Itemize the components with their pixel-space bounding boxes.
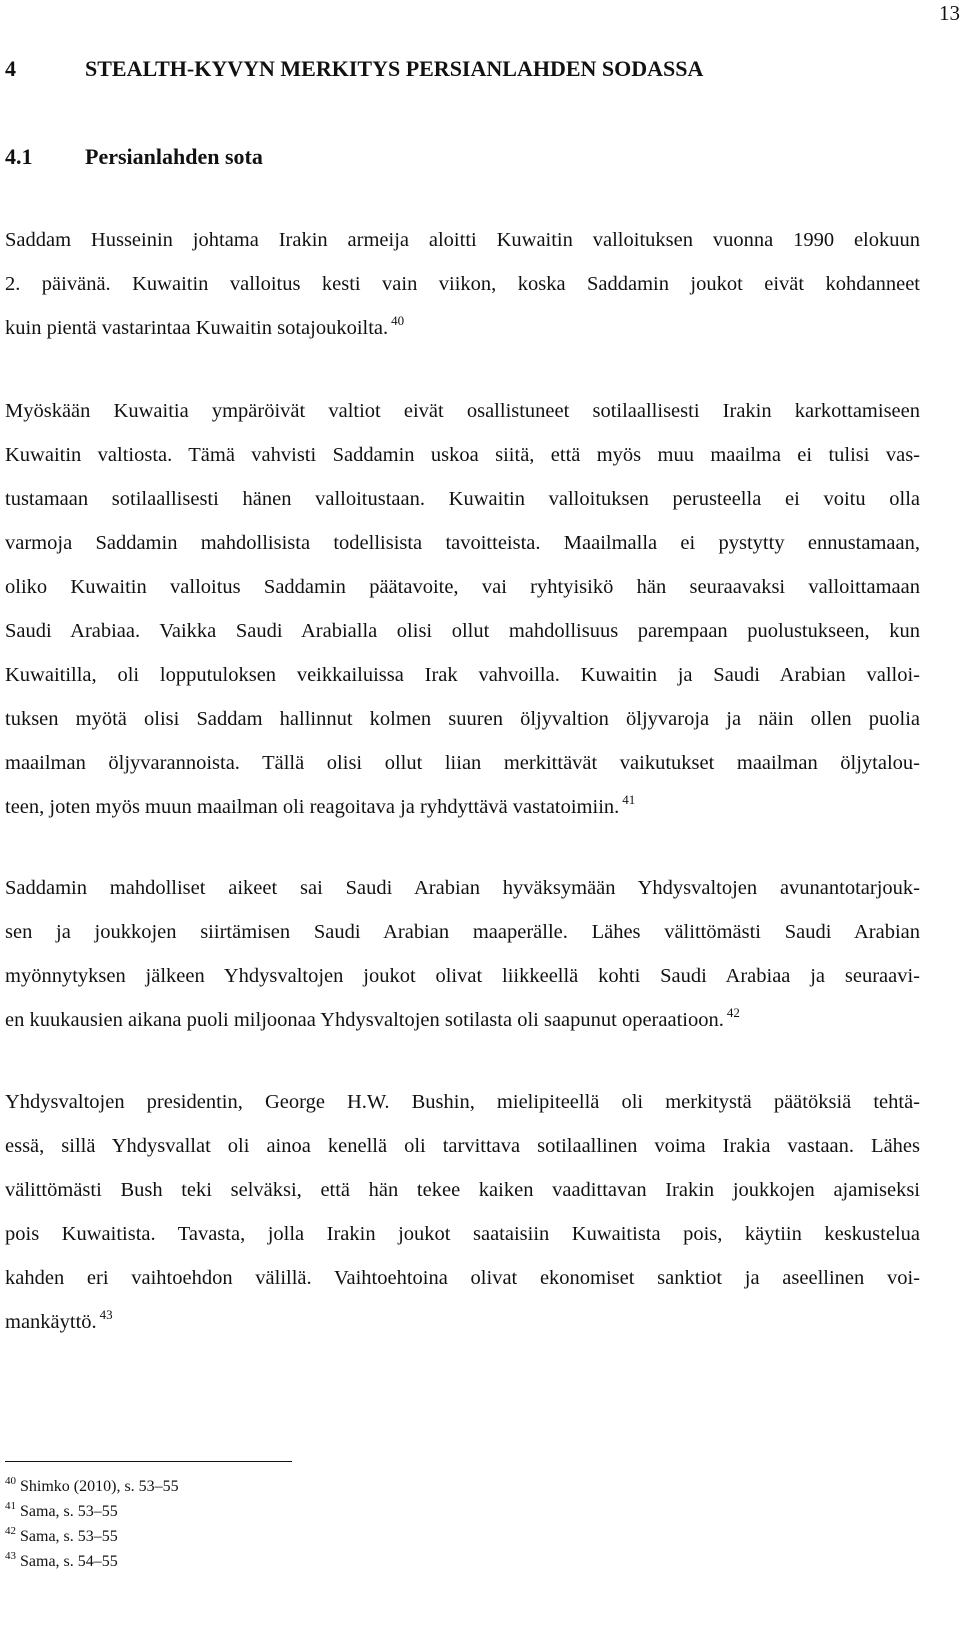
paragraph-line: sen ja joukkojen siirtämisen Saudi Arabian maaperälle. Lähes välittömästi Saudi Arabian xyxy=(5,921,920,943)
footnote-text: Sama, s. 54–55 xyxy=(20,1553,118,1570)
paragraph-line: Saddam Husseinin johtama Irakin armeija aloitti Kuwaitin valloituksen vuonna 1990 elokuun xyxy=(5,229,920,251)
section-heading xyxy=(5,142,263,172)
paragraph-line: tustamaan sotilaallisesti hänen valloitustaan. Kuwaitin valloituksen perusteella ei voitu olla xyxy=(5,488,920,510)
paragraph-line-text: mankäyttö. xyxy=(5,1311,97,1333)
chapter-heading xyxy=(5,54,703,84)
paragraph xyxy=(5,218,920,350)
section-title: Persianlahden sota xyxy=(85,144,263,169)
chapter-number: 4 xyxy=(5,56,16,81)
footnotes xyxy=(5,1474,179,1574)
footnote-text: Shimko (2010), s. 53–55 xyxy=(20,1478,179,1495)
paragraph-line: oliko Kuwaitin valloitus Saddamin päätavoite, vai ryhtyisikö hän seuraavaksi valloittamaan xyxy=(5,576,920,598)
paragraph xyxy=(5,1080,920,1344)
paragraph-line: Saddamin mahdolliset aikeet sai Saudi Arabian hyväksymään Yhdysvaltojen avunantotarjouk- xyxy=(5,877,920,899)
footnote-reference: 43 xyxy=(99,1307,113,1322)
paragraph-line: Saudi Arabiaa. Vaikka Saudi Arabialla olisi ollut mahdollisuus parempaan puolustukseen, kun xyxy=(5,620,920,642)
paragraph-line: välittömästi Bush teki selväksi, että hän tekee kaiken vaadittavan Irakin joukkojen ajamiseksi xyxy=(5,1179,920,1201)
paragraph-line-last xyxy=(5,306,920,350)
paragraph-line-last xyxy=(5,998,920,1042)
paragraph-line: Kuwaitin valtiosta. Tämä vahvisti Saddamin uskoa siitä, että myös muu maailma ei tulisi vas- xyxy=(5,444,920,466)
paragraph-line-text: en kuukausien aikana puoli miljoonaa Yhdysvaltojen sotilasta oli saapunut operaatioon. xyxy=(5,1009,724,1031)
paragraph xyxy=(5,389,920,829)
paragraph-line: myönnytyksen jälkeen Yhdysvaltojen joukot olivat liikkeellä kohti Saudi Arabiaa ja seuraavi- xyxy=(5,965,920,987)
footnote xyxy=(5,1524,179,1549)
footnote-reference: 41 xyxy=(622,792,636,807)
paragraph-line: tuksen myötä olisi Saddam hallinnut kolmen suuren öljyvaltion öljyvaroja ja näin ollen puolia xyxy=(5,708,920,730)
footnote-reference: 42 xyxy=(726,1005,740,1020)
footnote xyxy=(5,1549,179,1574)
paragraph xyxy=(5,866,920,1042)
footnote xyxy=(5,1474,179,1499)
footnote-separator xyxy=(5,1461,292,1462)
paragraph-line-last xyxy=(5,1300,920,1344)
paragraph-line: Kuwaitilla, oli lopputuloksen veikkailuissa Irak vahvoilla. Kuwaitin ja Saudi Arabian valloi- xyxy=(5,664,920,686)
footnote-reference: 40 xyxy=(391,313,405,328)
paragraph-line-text: kuin pientä vastarintaa Kuwaitin sotajoukoilta. xyxy=(5,317,389,339)
footnote-text: Sama, s. 53–55 xyxy=(20,1528,118,1545)
paragraph-line: Myöskään Kuwaitia ympäröivät valtiot eivät osallistuneet sotilaallisesti Irakin karkottamiseen xyxy=(5,400,920,422)
footnote-number: 41 xyxy=(5,1500,16,1512)
footnote-number: 42 xyxy=(5,1525,16,1537)
footnote xyxy=(5,1499,179,1524)
paragraph-line: kahden eri vaihtoehdon välillä. Vaihtoehtoina olivat ekonomiset sanktiot ja aseellinen voi- xyxy=(5,1267,920,1289)
paragraph-line: essä, sillä Yhdysvallat oli ainoa kenellä oli tarvittava sotilaallinen voima Irakia vastaan. Lähes xyxy=(5,1135,920,1157)
paragraph-line-last xyxy=(5,785,920,829)
footnote-text: Sama, s. 53–55 xyxy=(20,1503,118,1520)
paragraph-line: varmoja Saddamin mahdollisista todellisista tavoitteista. Maailmalla ei pystytty ennustamaan, xyxy=(5,532,920,554)
paragraph-line: 2. päivänä. Kuwaitin valloitus kesti vain viikon, koska Saddamin joukot eivät kohdanneet xyxy=(5,273,920,295)
footnote-number: 40 xyxy=(5,1475,16,1487)
footnote-number: 43 xyxy=(5,1550,16,1562)
paragraph-line: Yhdysvaltojen presidentin, George H.W. Bushin, mielipiteellä oli merkitystä päätöksiä tehtä- xyxy=(5,1091,920,1113)
section-number: 4.1 xyxy=(5,144,33,169)
paragraph-line: pois Kuwaitista. Tavasta, jolla Irakin joukot saataisiin Kuwaitista pois, käytiin keskustelua xyxy=(5,1223,920,1245)
paragraph-line: maailman öljyvarannoista. Tällä olisi ollut liian merkittävät vaikutukset maailman öljytalou- xyxy=(5,752,920,774)
paragraph-line-text: teen, joten myös muun maailman oli reagoitava ja ryhdyttävä vastatoimiin. xyxy=(5,796,620,818)
page-number: 13 xyxy=(939,1,960,25)
chapter-title: STEALTH-KYVYN MERKITYS PERSIANLAHDEN SODASSA xyxy=(85,56,704,81)
